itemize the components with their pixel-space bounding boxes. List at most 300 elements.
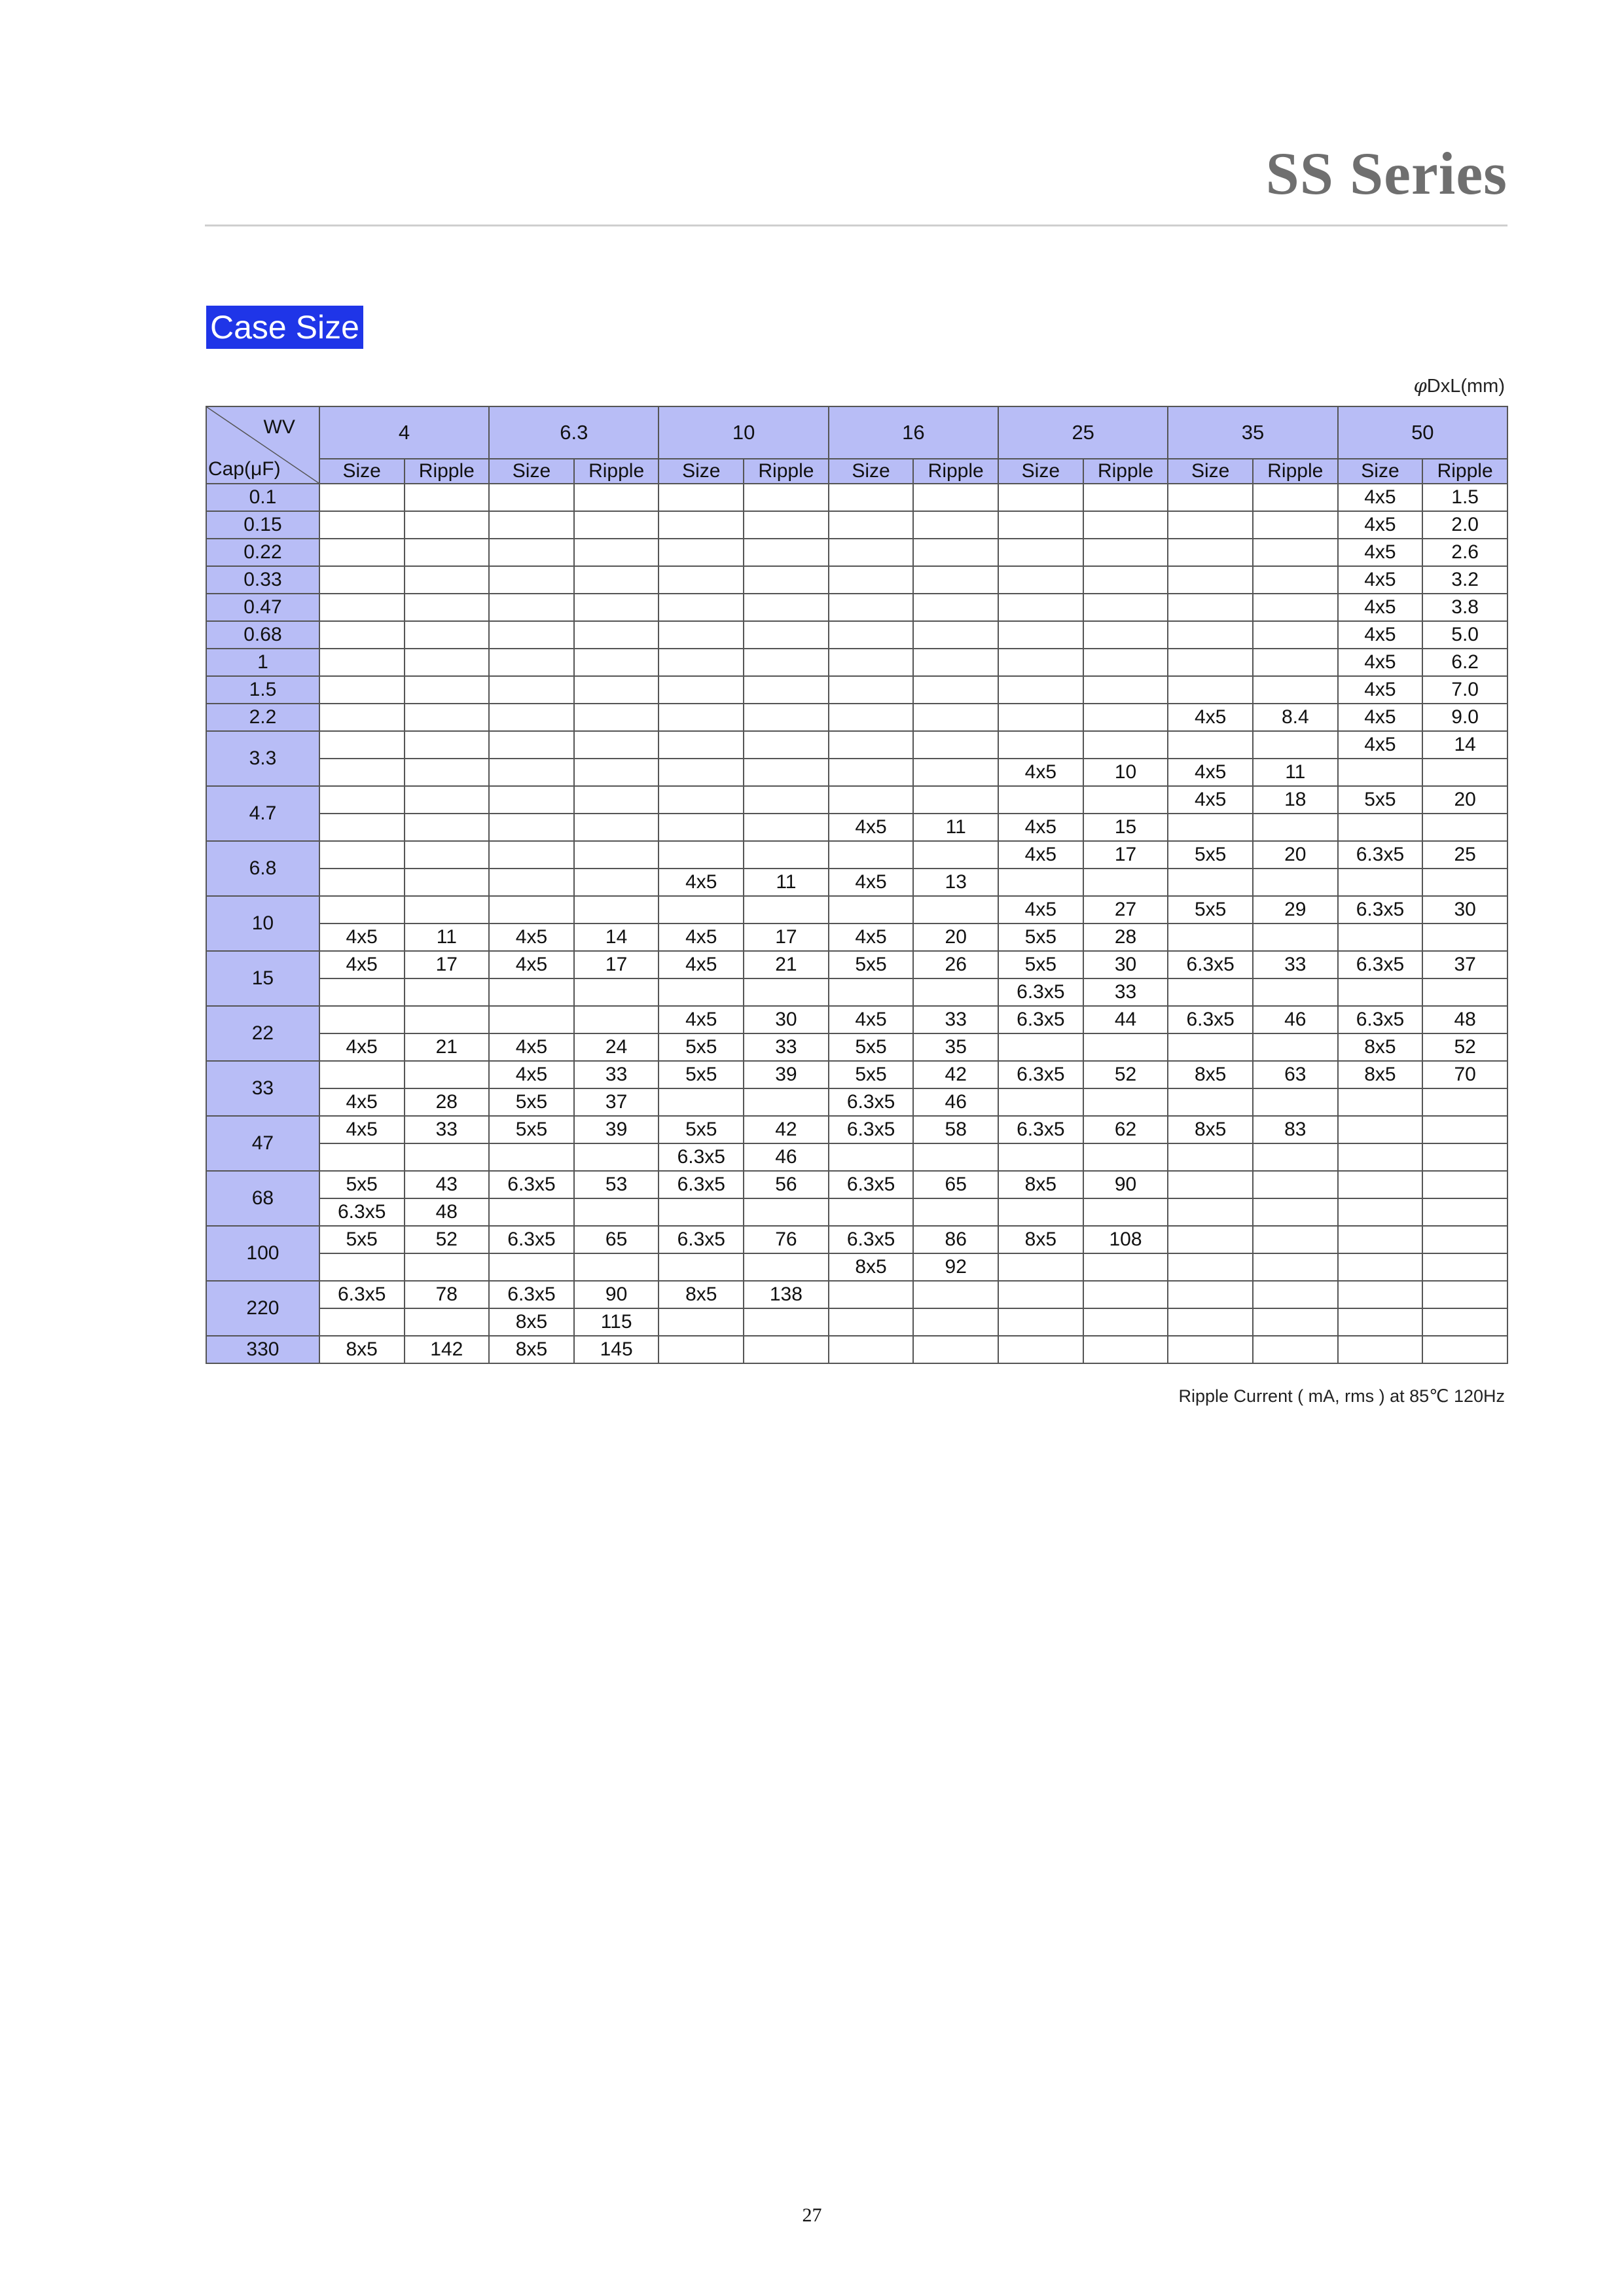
ripple-cell: 46 bbox=[1253, 1006, 1338, 1033]
size-cell bbox=[319, 1253, 405, 1281]
ripple-cell bbox=[913, 731, 998, 759]
ripple-cell bbox=[1422, 759, 1507, 786]
size-cell bbox=[829, 649, 914, 676]
ripple-cell bbox=[1083, 566, 1168, 594]
size-subheader: Size bbox=[659, 459, 744, 484]
size-cell bbox=[829, 1281, 914, 1308]
size-cell: 8x5 bbox=[489, 1308, 574, 1336]
ripple-cell: 13 bbox=[913, 869, 998, 896]
ripple-cell: 142 bbox=[405, 1336, 490, 1363]
size-cell: 5x5 bbox=[319, 1171, 405, 1198]
size-cell bbox=[319, 1308, 405, 1336]
ripple-cell: 44 bbox=[1083, 1006, 1168, 1033]
size-cell bbox=[659, 566, 744, 594]
size-cell bbox=[489, 841, 574, 869]
ripple-cell: 86 bbox=[913, 1226, 998, 1253]
size-cell bbox=[998, 566, 1083, 594]
size-cell bbox=[998, 484, 1083, 511]
size-cell: 8x5 bbox=[998, 1171, 1083, 1198]
ripple-subheader: Ripple bbox=[405, 459, 490, 484]
size-cell: 4x5 bbox=[319, 1088, 405, 1116]
ripple-cell bbox=[405, 649, 490, 676]
ripple-cell bbox=[744, 786, 829, 814]
ripple-cell bbox=[913, 649, 998, 676]
ripple-cell: 76 bbox=[744, 1226, 829, 1253]
unit-note bbox=[1413, 374, 1505, 397]
ripple-cell bbox=[574, 786, 659, 814]
size-cell bbox=[489, 759, 574, 786]
size-cell bbox=[1338, 759, 1423, 786]
size-cell bbox=[319, 594, 405, 621]
ripple-cell bbox=[574, 978, 659, 1006]
ripple-cell: 83 bbox=[1253, 1116, 1338, 1143]
ripple-cell: 30 bbox=[744, 1006, 829, 1033]
ripple-cell: 52 bbox=[405, 1226, 490, 1253]
size-cell bbox=[1168, 814, 1253, 841]
ripple-cell bbox=[405, 621, 490, 649]
size-cell: 6.3x5 bbox=[1338, 951, 1423, 978]
ripple-cell bbox=[1422, 814, 1507, 841]
ripple-cell bbox=[405, 841, 490, 869]
size-cell bbox=[659, 539, 744, 566]
capacitance-cell: 1 bbox=[206, 649, 319, 676]
capacitance-cell: 68 bbox=[206, 1171, 319, 1226]
table-row bbox=[206, 731, 1507, 759]
ripple-cell bbox=[1253, 924, 1338, 951]
ripple-cell bbox=[405, 539, 490, 566]
size-cell bbox=[1338, 1226, 1423, 1253]
ripple-cell: 48 bbox=[1422, 1006, 1507, 1033]
table-row bbox=[206, 786, 1507, 814]
ripple-cell bbox=[744, 1308, 829, 1336]
ripple-cell: 39 bbox=[574, 1116, 659, 1143]
ripple-cell bbox=[1253, 539, 1338, 566]
ripple-cell bbox=[405, 566, 490, 594]
ripple-cell bbox=[1422, 1088, 1507, 1116]
size-cell bbox=[489, 1006, 574, 1033]
size-cell: 8x5 bbox=[489, 1336, 574, 1363]
capacitance-cell: 47 bbox=[206, 1116, 319, 1171]
ripple-cell: 37 bbox=[1422, 951, 1507, 978]
size-cell: 4x5 bbox=[1338, 594, 1423, 621]
voltage-header: 10 bbox=[659, 406, 828, 459]
ripple-cell bbox=[1253, 814, 1338, 841]
size-cell bbox=[319, 1061, 405, 1088]
table-row bbox=[206, 841, 1507, 869]
size-cell: 5x5 bbox=[998, 924, 1083, 951]
size-cell: 8x5 bbox=[1338, 1061, 1423, 1088]
size-cell bbox=[998, 786, 1083, 814]
ripple-cell bbox=[1253, 1253, 1338, 1281]
ripple-cell bbox=[913, 786, 998, 814]
table-row bbox=[206, 1061, 1507, 1088]
ripple-cell bbox=[1422, 1226, 1507, 1253]
size-cell bbox=[998, 594, 1083, 621]
voltage-header: 25 bbox=[998, 406, 1168, 459]
size-cell bbox=[998, 1033, 1083, 1061]
size-cell bbox=[659, 841, 744, 869]
size-cell bbox=[829, 594, 914, 621]
size-cell: 4x5 bbox=[1338, 484, 1423, 511]
size-cell bbox=[1168, 731, 1253, 759]
ripple-cell bbox=[744, 704, 829, 731]
series-title: SS Series bbox=[1265, 140, 1507, 207]
ripple-cell bbox=[1083, 511, 1168, 539]
ripple-cell: 92 bbox=[913, 1253, 998, 1281]
size-cell bbox=[1168, 1253, 1253, 1281]
ripple-cell bbox=[405, 731, 490, 759]
table-row bbox=[206, 759, 1507, 786]
ripple-cell bbox=[1253, 1033, 1338, 1061]
voltage-header: 35 bbox=[1168, 406, 1337, 459]
size-cell bbox=[659, 649, 744, 676]
size-cell: 6.3x5 bbox=[998, 978, 1083, 1006]
ripple-cell bbox=[574, 484, 659, 511]
ripple-cell bbox=[405, 1143, 490, 1171]
size-cell: 5x5 bbox=[319, 1226, 405, 1253]
size-cell bbox=[829, 786, 914, 814]
ripple-cell: 46 bbox=[913, 1088, 998, 1116]
ripple-subheader: Ripple bbox=[1422, 459, 1507, 484]
capacitance-cell: 0.1 bbox=[206, 484, 319, 511]
size-cell bbox=[1168, 1171, 1253, 1198]
ripple-cell bbox=[744, 814, 829, 841]
ripple-cell bbox=[744, 649, 829, 676]
size-cell bbox=[489, 704, 574, 731]
ripple-cell bbox=[913, 1198, 998, 1226]
size-cell: 4x5 bbox=[1338, 649, 1423, 676]
ripple-subheader: Ripple bbox=[574, 459, 659, 484]
ripple-cell bbox=[574, 841, 659, 869]
size-cell bbox=[659, 511, 744, 539]
ripple-cell bbox=[574, 566, 659, 594]
ripple-cell bbox=[1083, 786, 1168, 814]
ripple-cell: 90 bbox=[1083, 1171, 1168, 1198]
ripple-cell bbox=[1253, 649, 1338, 676]
size-cell: 4x5 bbox=[829, 814, 914, 841]
size-cell bbox=[998, 1088, 1083, 1116]
ripple-cell bbox=[405, 1006, 490, 1033]
size-cell bbox=[998, 621, 1083, 649]
size-cell bbox=[1168, 1143, 1253, 1171]
size-cell: 6.3x5 bbox=[659, 1226, 744, 1253]
size-cell bbox=[659, 1308, 744, 1336]
ripple-cell bbox=[1422, 1116, 1507, 1143]
size-cell bbox=[659, 621, 744, 649]
ripple-cell: 11 bbox=[913, 814, 998, 841]
size-cell: 4x5 bbox=[489, 951, 574, 978]
size-cell bbox=[829, 1336, 914, 1363]
ripple-cell bbox=[913, 978, 998, 1006]
size-cell bbox=[998, 1308, 1083, 1336]
ripple-cell: 5.0 bbox=[1422, 621, 1507, 649]
size-cell bbox=[1168, 649, 1253, 676]
ripple-cell: 28 bbox=[405, 1088, 490, 1116]
size-cell: 5x5 bbox=[998, 951, 1083, 978]
ripple-cell bbox=[1083, 1033, 1168, 1061]
size-cell bbox=[489, 566, 574, 594]
ripple-cell: 62 bbox=[1083, 1116, 1168, 1143]
capacitance-cell: 4.7 bbox=[206, 786, 319, 841]
ripple-cell: 3.8 bbox=[1422, 594, 1507, 621]
size-cell: 6.3x5 bbox=[659, 1171, 744, 1198]
size-cell: 4x5 bbox=[998, 814, 1083, 841]
ripple-cell bbox=[405, 978, 490, 1006]
ripple-cell: 35 bbox=[913, 1033, 998, 1061]
ripple-cell bbox=[913, 841, 998, 869]
size-cell bbox=[489, 1253, 574, 1281]
ripple-cell: 6.2 bbox=[1422, 649, 1507, 676]
capacitance-cell: 100 bbox=[206, 1226, 319, 1281]
ripple-cell: 24 bbox=[574, 1033, 659, 1061]
table-body bbox=[206, 484, 1507, 1363]
ripple-cell bbox=[1083, 1281, 1168, 1308]
ripple-subheader: Ripple bbox=[744, 459, 829, 484]
ripple-cell bbox=[1422, 1198, 1507, 1226]
ripple-cell bbox=[1422, 924, 1507, 951]
ripple-cell bbox=[405, 869, 490, 896]
table-row bbox=[206, 1033, 1507, 1061]
ripple-cell bbox=[1083, 539, 1168, 566]
size-cell bbox=[829, 511, 914, 539]
ripple-cell: 11 bbox=[1253, 759, 1338, 786]
ripple-cell bbox=[574, 676, 659, 704]
ripple-cell bbox=[744, 759, 829, 786]
size-cell bbox=[998, 1253, 1083, 1281]
ripple-cell bbox=[1083, 1143, 1168, 1171]
size-cell: 5x5 bbox=[1168, 841, 1253, 869]
ripple-cell: 14 bbox=[1422, 731, 1507, 759]
ripple-cell: 8.4 bbox=[1253, 704, 1338, 731]
ripple-cell bbox=[405, 1061, 490, 1088]
size-cell: 4x5 bbox=[829, 869, 914, 896]
ripple-cell bbox=[1253, 566, 1338, 594]
size-cell bbox=[829, 704, 914, 731]
size-cell: 4x5 bbox=[998, 896, 1083, 924]
size-cell bbox=[319, 484, 405, 511]
size-cell: 5x5 bbox=[829, 951, 914, 978]
ripple-cell: 14 bbox=[574, 924, 659, 951]
ripple-cell: 17 bbox=[405, 951, 490, 978]
size-cell bbox=[998, 869, 1083, 896]
ripple-cell bbox=[405, 511, 490, 539]
size-cell bbox=[659, 731, 744, 759]
size-cell: 4x5 bbox=[659, 951, 744, 978]
ripple-cell bbox=[1083, 621, 1168, 649]
size-cell bbox=[1168, 539, 1253, 566]
size-cell bbox=[998, 1336, 1083, 1363]
size-cell: 5x5 bbox=[1168, 896, 1253, 924]
ripple-cell bbox=[913, 539, 998, 566]
size-cell bbox=[1338, 1116, 1423, 1143]
size-cell bbox=[659, 1198, 744, 1226]
wv-label: WV bbox=[263, 416, 295, 438]
size-cell bbox=[489, 731, 574, 759]
size-cell bbox=[319, 759, 405, 786]
size-cell: 8x5 bbox=[1338, 1033, 1423, 1061]
table-row bbox=[206, 1253, 1507, 1281]
ripple-cell bbox=[1253, 1336, 1338, 1363]
size-cell bbox=[489, 621, 574, 649]
size-cell bbox=[829, 539, 914, 566]
table-row bbox=[206, 814, 1507, 841]
table-row bbox=[206, 1308, 1507, 1336]
size-cell: 4x5 bbox=[1338, 731, 1423, 759]
size-cell: 4x5 bbox=[319, 951, 405, 978]
ripple-cell bbox=[405, 759, 490, 786]
size-cell: 8x5 bbox=[829, 1253, 914, 1281]
capacitance-cell: 220 bbox=[206, 1281, 319, 1336]
capacitance-cell: 0.47 bbox=[206, 594, 319, 621]
ripple-cell bbox=[913, 1336, 998, 1363]
size-cell bbox=[1168, 1281, 1253, 1308]
ripple-cell: 17 bbox=[574, 951, 659, 978]
ripple-cell bbox=[744, 1336, 829, 1363]
table-row bbox=[206, 1088, 1507, 1116]
size-cell: 4x5 bbox=[1168, 759, 1253, 786]
ripple-cell bbox=[1083, 676, 1168, 704]
table-row bbox=[206, 1143, 1507, 1171]
size-cell bbox=[489, 1198, 574, 1226]
ripple-cell: 30 bbox=[1083, 951, 1168, 978]
size-cell bbox=[829, 1198, 914, 1226]
capacitance-cell: 22 bbox=[206, 1006, 319, 1061]
ripple-cell: 70 bbox=[1422, 1061, 1507, 1088]
size-cell bbox=[829, 484, 914, 511]
size-cell: 5x5 bbox=[1338, 786, 1423, 814]
ripple-cell bbox=[744, 621, 829, 649]
size-cell bbox=[489, 978, 574, 1006]
cap-label: Cap(μF) bbox=[208, 458, 281, 480]
table-row bbox=[206, 1336, 1507, 1363]
size-cell: 4x5 bbox=[319, 1116, 405, 1143]
ripple-cell bbox=[744, 566, 829, 594]
ripple-cell bbox=[1083, 484, 1168, 511]
ripple-cell bbox=[574, 869, 659, 896]
ripple-cell bbox=[574, 1198, 659, 1226]
table-row bbox=[206, 511, 1507, 539]
size-cell: 4x5 bbox=[659, 869, 744, 896]
size-cell: 6.3x5 bbox=[1168, 1006, 1253, 1033]
size-cell bbox=[319, 511, 405, 539]
size-cell bbox=[659, 978, 744, 1006]
size-cell: 8x5 bbox=[319, 1336, 405, 1363]
ripple-cell bbox=[1253, 594, 1338, 621]
ripple-cell: 39 bbox=[744, 1061, 829, 1088]
size-cell: 8x5 bbox=[1168, 1116, 1253, 1143]
ripple-cell: 20 bbox=[1253, 841, 1338, 869]
size-cell bbox=[489, 484, 574, 511]
ripple-cell bbox=[574, 1143, 659, 1171]
size-cell: 4x5 bbox=[998, 841, 1083, 869]
size-cell bbox=[319, 814, 405, 841]
size-cell bbox=[829, 1308, 914, 1336]
ripple-cell bbox=[1253, 1171, 1338, 1198]
ripple-cell bbox=[1083, 1198, 1168, 1226]
ripple-cell bbox=[1253, 676, 1338, 704]
size-cell: 4x5 bbox=[489, 1033, 574, 1061]
phi-symbol: φ bbox=[1413, 374, 1427, 397]
capacitance-cell: 10 bbox=[206, 896, 319, 951]
size-cell: 4x5 bbox=[319, 924, 405, 951]
capacitance-cell: 3.3 bbox=[206, 731, 319, 786]
size-cell bbox=[489, 676, 574, 704]
page-number: 27 bbox=[802, 2204, 822, 2226]
ripple-cell: 42 bbox=[913, 1061, 998, 1088]
ripple-cell bbox=[744, 484, 829, 511]
ripple-cell bbox=[744, 1088, 829, 1116]
size-cell: 4x5 bbox=[489, 924, 574, 951]
unit-note-text: DxL(mm) bbox=[1426, 376, 1505, 397]
size-cell: 6.3x5 bbox=[319, 1198, 405, 1226]
ripple-cell bbox=[1083, 1308, 1168, 1336]
size-cell: 4x5 bbox=[1338, 539, 1423, 566]
capacitance-cell: 33 bbox=[206, 1061, 319, 1116]
ripple-cell: 78 bbox=[405, 1281, 490, 1308]
ripple-cell bbox=[744, 1198, 829, 1226]
size-cell bbox=[319, 539, 405, 566]
size-cell bbox=[998, 1198, 1083, 1226]
table-row bbox=[206, 1226, 1507, 1253]
size-cell bbox=[489, 594, 574, 621]
ripple-cell bbox=[744, 841, 829, 869]
size-cell bbox=[829, 978, 914, 1006]
ripple-cell bbox=[405, 1308, 490, 1336]
ripple-cell bbox=[744, 978, 829, 1006]
capacitance-cell: 15 bbox=[206, 951, 319, 1006]
size-cell bbox=[998, 704, 1083, 731]
size-cell: 4x5 bbox=[829, 1006, 914, 1033]
ripple-cell bbox=[1083, 649, 1168, 676]
size-cell bbox=[489, 649, 574, 676]
size-cell bbox=[1168, 1033, 1253, 1061]
ripple-cell bbox=[1253, 621, 1338, 649]
table-corner-cell bbox=[206, 406, 319, 484]
size-subheader: Size bbox=[829, 459, 914, 484]
ripple-cell bbox=[913, 1308, 998, 1336]
ripple-cell: 7.0 bbox=[1422, 676, 1507, 704]
size-cell bbox=[1168, 1336, 1253, 1363]
ripple-cell bbox=[1422, 1281, 1507, 1308]
size-cell bbox=[489, 539, 574, 566]
ripple-cell: 33 bbox=[913, 1006, 998, 1033]
size-cell bbox=[998, 649, 1083, 676]
size-cell: 6.3x5 bbox=[1168, 951, 1253, 978]
ripple-cell bbox=[1253, 1143, 1338, 1171]
size-cell: 4x5 bbox=[659, 1006, 744, 1033]
size-cell: 4x5 bbox=[998, 759, 1083, 786]
ripple-cell: 48 bbox=[405, 1198, 490, 1226]
ripple-cell bbox=[574, 621, 659, 649]
table-row bbox=[206, 539, 1507, 566]
ripple-cell bbox=[1083, 704, 1168, 731]
size-cell bbox=[829, 759, 914, 786]
table-row bbox=[206, 1198, 1507, 1226]
size-cell: 8x5 bbox=[1168, 1061, 1253, 1088]
size-cell bbox=[1168, 1226, 1253, 1253]
ripple-cell: 17 bbox=[744, 924, 829, 951]
size-cell bbox=[319, 1006, 405, 1033]
size-cell: 4x5 bbox=[659, 924, 744, 951]
ripple-cell: 52 bbox=[1422, 1033, 1507, 1061]
size-cell bbox=[659, 1253, 744, 1281]
ripple-cell bbox=[405, 704, 490, 731]
ripple-cell bbox=[405, 676, 490, 704]
ripple-cell bbox=[1253, 1308, 1338, 1336]
size-cell bbox=[489, 786, 574, 814]
ripple-cell bbox=[913, 1143, 998, 1171]
size-cell bbox=[1168, 869, 1253, 896]
